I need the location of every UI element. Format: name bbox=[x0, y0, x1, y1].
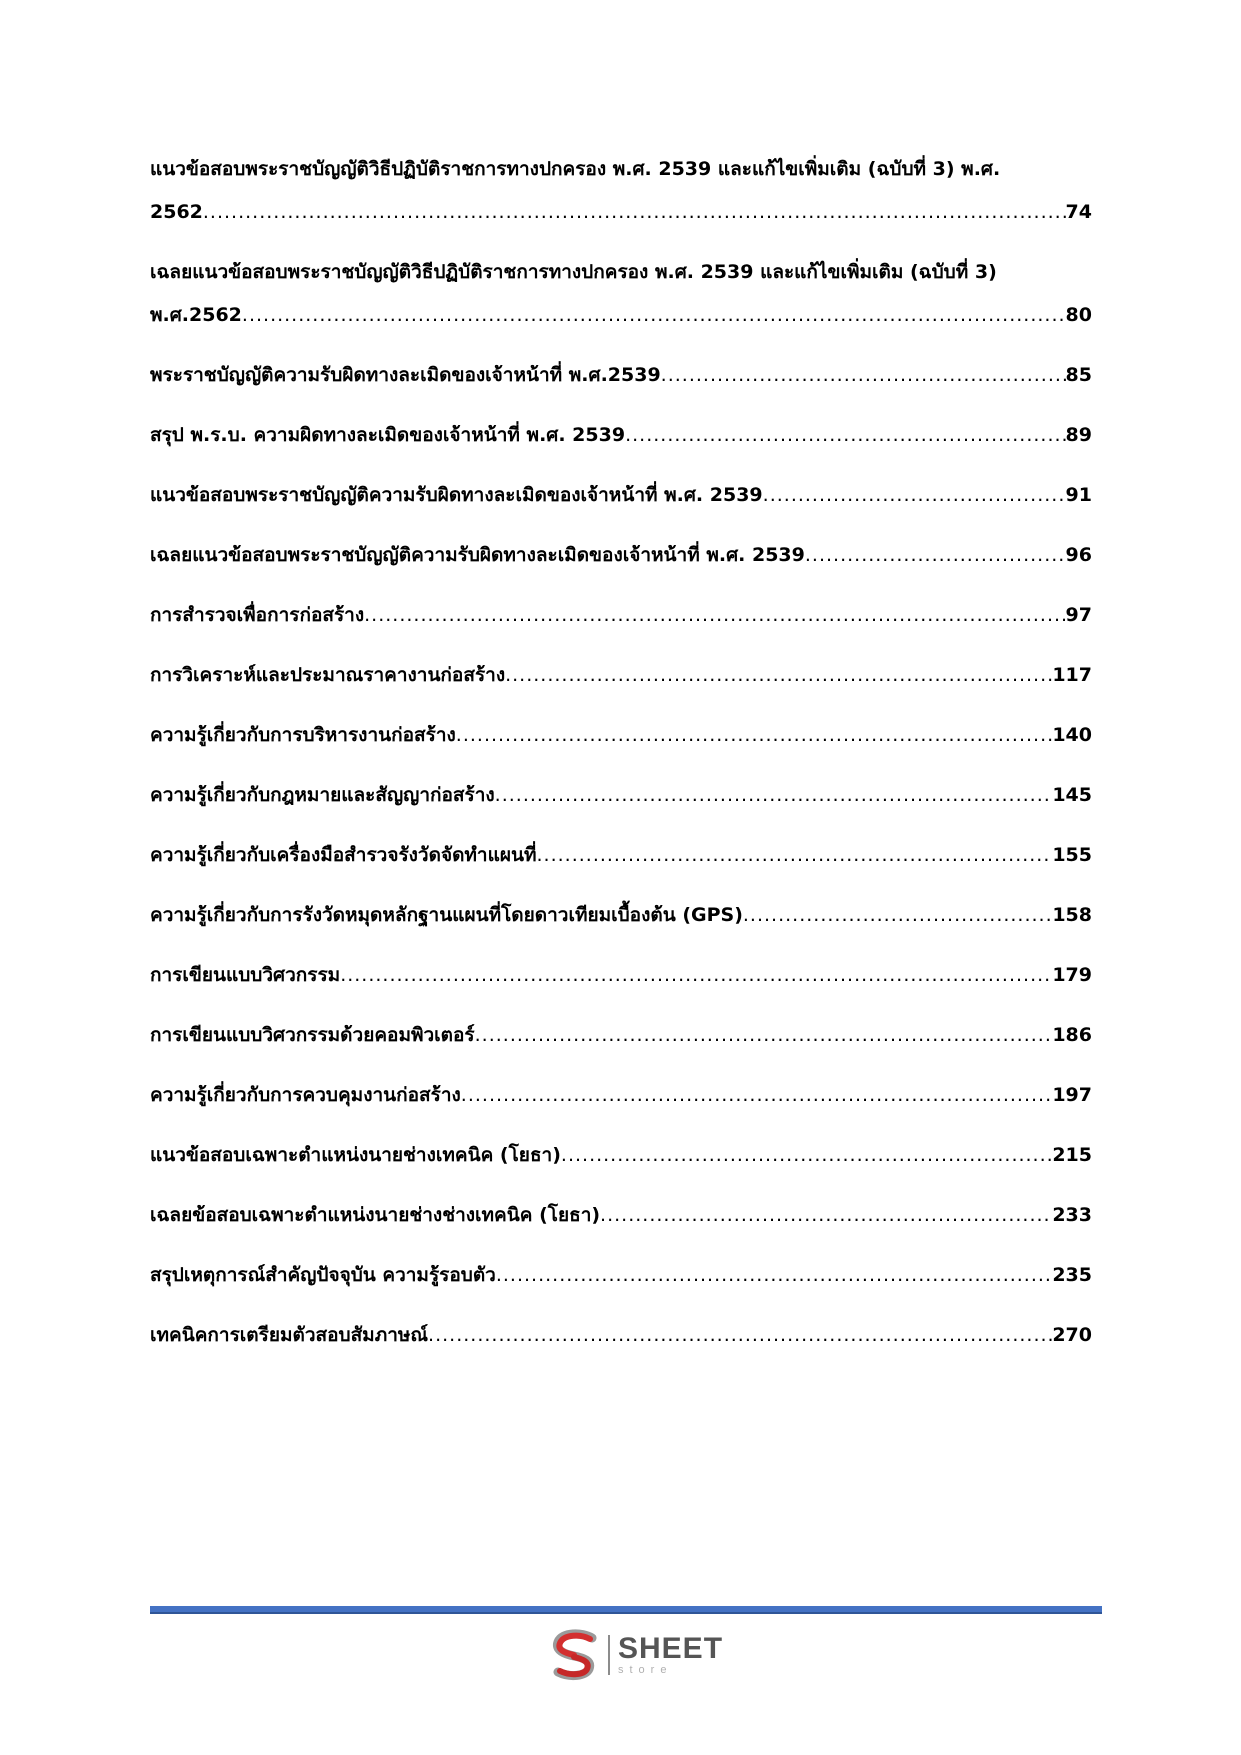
toc-page-number: 97 bbox=[1065, 604, 1092, 626]
toc-leader-dots bbox=[456, 714, 1053, 757]
toc-entry-title: ความรู้เกี่ยวกับการควบคุมงานก่อสร้าง bbox=[150, 1084, 461, 1106]
toc-entry-6[interactable] bbox=[150, 534, 1092, 577]
toc-leader-dots bbox=[475, 1014, 1053, 1057]
toc-page-number: 80 bbox=[1065, 304, 1092, 326]
logo-separator bbox=[608, 1635, 610, 1675]
toc-leader-dots bbox=[242, 294, 1066, 337]
toc-leader-dots bbox=[428, 1314, 1052, 1357]
toc-entry-title: การเขียนแบบวิศวกรรมด้วยคอมพิวเตอร์ bbox=[150, 1024, 475, 1046]
toc-entry-title: เทคนิคการเตรียมตัวสอบสัมภาษณ์ bbox=[150, 1324, 429, 1346]
toc-entry-4[interactable] bbox=[150, 414, 1092, 457]
toc-leader-dots bbox=[625, 414, 1065, 457]
toc-entry-title: ความรู้เกี่ยวกับกฎหมายและสัญญาก่อสร้าง bbox=[150, 784, 495, 806]
toc-page-number: 74 bbox=[1065, 201, 1092, 223]
toc-entry-11[interactable] bbox=[150, 834, 1092, 877]
toc-page-number: 179 bbox=[1052, 964, 1092, 986]
toc-leader-dots bbox=[561, 1134, 1052, 1177]
logo-brand: SHEET bbox=[618, 1632, 724, 1665]
toc-entry-title: การเขียนแบบวิศวกรรม bbox=[150, 964, 341, 986]
toc-entry-9[interactable] bbox=[150, 714, 1092, 757]
table-of-contents bbox=[150, 148, 1092, 1374]
toc-entry-title: แนวข้อสอบพระราชบัญญัติความรับผิดทางละเมิดของเจ้าหน้าที่ พ.ศ. 2539 bbox=[150, 484, 763, 506]
toc-entry-title: ความรู้เกี่ยวกับการรังวัดหมุดหลักฐานแผนที่โดยดาวเทียมเบื้องต้น (GPS) bbox=[150, 904, 743, 926]
toc-page-number: 215 bbox=[1052, 1144, 1092, 1166]
toc-page-number: 91 bbox=[1065, 484, 1092, 506]
toc-entry-12[interactable] bbox=[150, 894, 1092, 937]
toc-leader-dots bbox=[364, 594, 1065, 637]
toc-leader-dots bbox=[537, 834, 1053, 877]
toc-entry-title: 2562 bbox=[150, 201, 203, 223]
toc-entry-16[interactable] bbox=[150, 1134, 1092, 1177]
toc-entry-14[interactable] bbox=[150, 1014, 1092, 1057]
toc-leader-dots bbox=[495, 774, 1053, 817]
logo-wordmark bbox=[618, 1634, 723, 1676]
toc-entry-title: เฉลยข้อสอบเฉพาะตำแหน่งนายช่างช่างเทคนิค (โยธา) bbox=[150, 1204, 601, 1226]
toc-leader-dots bbox=[496, 1254, 1052, 1297]
toc-entry-13[interactable] bbox=[150, 954, 1092, 997]
toc-page-number: 158 bbox=[1052, 904, 1092, 926]
toc-entry-17[interactable] bbox=[150, 1194, 1092, 1237]
toc-page-number: 186 bbox=[1052, 1024, 1092, 1046]
toc-leader-dots bbox=[340, 954, 1052, 997]
toc-entry-8[interactable] bbox=[150, 654, 1092, 697]
logo-brand-sub: store bbox=[618, 1664, 673, 1676]
toc-entry-title-line1: แนวข้อสอบพระราชบัญญัติวิธีปฏิบัติราชการทางปกครอง พ.ศ. 2539 และแก้ไขเพิ่มเติม (ฉบับที่ 3) พ.ศ. bbox=[150, 158, 1001, 180]
toc-entry-3[interactable] bbox=[150, 354, 1092, 397]
toc-entry-15[interactable] bbox=[150, 1074, 1092, 1117]
toc-leader-dots bbox=[661, 354, 1066, 397]
toc-entry-19[interactable] bbox=[150, 1314, 1092, 1357]
toc-entry-title: พระราชบัญญัติความรับผิดทางละเมิดของเจ้าหน้าที่ พ.ศ.2539 bbox=[150, 364, 661, 386]
toc-entry-title: สรุป พ.ร.บ. ความผิดทางละเมิดของเจ้าหน้าที่ พ.ศ. 2539 bbox=[150, 424, 626, 446]
sheet-store-s-logo-icon bbox=[548, 1628, 602, 1682]
toc-entry-10[interactable] bbox=[150, 774, 1092, 817]
toc-page-number: 197 bbox=[1052, 1084, 1092, 1106]
toc-leader-dots bbox=[505, 654, 1052, 697]
toc-entry-title: การวิเคราะห์และประมาณราคางานก่อสร้าง bbox=[150, 664, 506, 686]
toc-leader-dots bbox=[763, 474, 1066, 517]
toc-leader-dots bbox=[461, 1074, 1053, 1117]
toc-entry-2[interactable] bbox=[150, 251, 1092, 337]
toc-entry-title: ความรู้เกี่ยวกับเครื่องมือสำรวจรังวัดจัดทำแผนที่ bbox=[150, 844, 537, 866]
toc-entry-1[interactable] bbox=[150, 148, 1092, 234]
footer-rule bbox=[150, 1606, 1102, 1614]
toc-entry-title-line1: เฉลยแนวข้อสอบพระราชบัญญัติวิธีปฏิบัติราชการทางปกครอง พ.ศ. 2539 และแก้ไขเพิ่มเติม (ฉบับที่ 3) bbox=[150, 261, 997, 283]
toc-page-number: 89 bbox=[1065, 424, 1092, 446]
toc-entry-5[interactable] bbox=[150, 474, 1092, 517]
toc-page-number: 85 bbox=[1065, 364, 1092, 386]
toc-page-number: 233 bbox=[1052, 1204, 1092, 1226]
toc-entry-title: พ.ศ.2562 bbox=[150, 304, 242, 326]
toc-page-number: 96 bbox=[1065, 544, 1092, 566]
toc-page-number: 270 bbox=[1052, 1324, 1092, 1346]
toc-leader-dots bbox=[805, 534, 1066, 577]
toc-entry-18[interactable] bbox=[150, 1254, 1092, 1297]
toc-leader-dots bbox=[600, 1194, 1052, 1237]
toc-page-number: 235 bbox=[1052, 1264, 1092, 1286]
footer-logo bbox=[548, 1628, 723, 1682]
toc-page-number: 145 bbox=[1052, 784, 1092, 806]
toc-page-number: 117 bbox=[1052, 664, 1092, 686]
toc-leader-dots bbox=[743, 894, 1052, 937]
toc-leader-dots bbox=[203, 191, 1066, 234]
toc-entry-title: ความรู้เกี่ยวกับการบริหารงานก่อสร้าง bbox=[150, 724, 456, 746]
toc-page-number: 155 bbox=[1052, 844, 1092, 866]
toc-entry-title: สรุปเหตุการณ์สำคัญปัจจุบัน ความรู้รอบตัว bbox=[150, 1264, 496, 1286]
toc-entry-title: เฉลยแนวข้อสอบพระราชบัญญัติความรับผิดทางละเมิดของเจ้าหน้าที่ พ.ศ. 2539 bbox=[150, 544, 805, 566]
toc-entry-title: การสำรวจเพื่อการก่อสร้าง bbox=[150, 604, 365, 626]
toc-page-number: 140 bbox=[1052, 724, 1092, 746]
toc-entry-title: แนวข้อสอบเฉพาะตำแหน่งนายช่างเทคนิค (โยธา) bbox=[150, 1144, 561, 1166]
toc-entry-7[interactable] bbox=[150, 594, 1092, 637]
